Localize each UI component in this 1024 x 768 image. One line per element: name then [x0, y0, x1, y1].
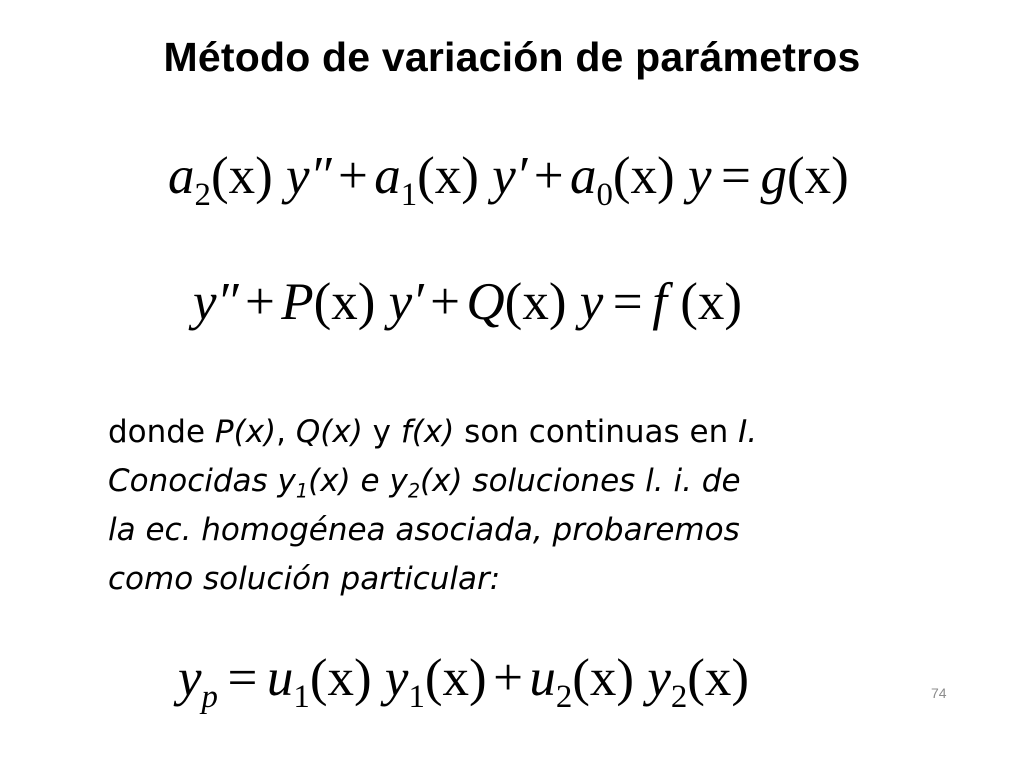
explanation-paragraph: [108, 408, 908, 604]
paragraph-line-1: donde P(x), Q(x) y f(x) son continuas en I.: [108, 414, 758, 450]
paragraph-line-2: Conocidas $y_1(x)$ e $y_2(x)$ soluciones l. i. de: [108, 463, 741, 503]
general-linear-ode-equation: $a_2(x) y'' + a_1(x) y' + a_0(x) y = g(x)$: [168, 147, 849, 213]
paragraph-line-4: como solución particular:: [108, 561, 501, 597]
paragraph-line-3: la ec. homogénea asociada, probaremos: [108, 512, 740, 548]
standard-form-equation: y″ + P(x) y′ + Q(x) y = f (x): [193, 273, 743, 331]
slide-title: Método de variación de parámetros: [163, 34, 861, 80]
slide-number: 74: [931, 685, 947, 701]
particular-solution-equation: $y_p = u_1(x) y_1(x) + u_2(x)$ $y_2(x)$: [178, 649, 750, 715]
